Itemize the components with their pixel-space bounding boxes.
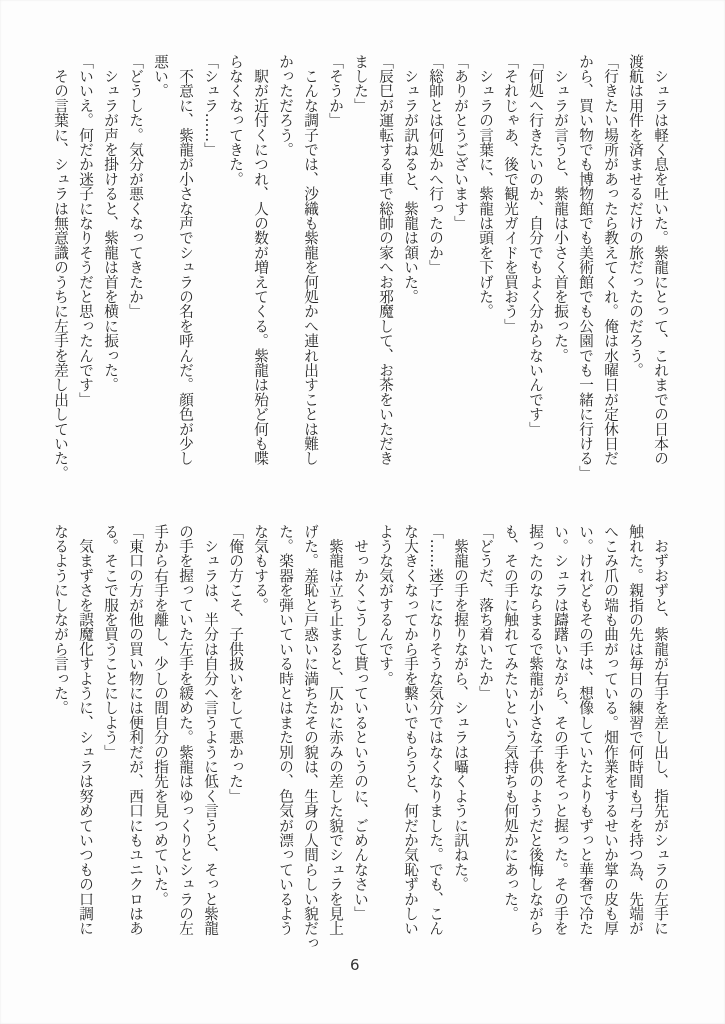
text-column: 紫龍の手を握りながら、シュラは囁くように訊ねた。 (452, 524, 469, 892)
text-column: ような気がするんです。 (377, 524, 394, 686)
text-column: から、買い物でも博物館でも美術館でも公園でも一緒に行ける」 (577, 54, 594, 481)
text-column: 「行きたい場所があったら教えてくれ。俺は水曜日が定休日だ (602, 54, 619, 466)
text-column: シュラは、半分は自分へ言うように低く言うと、そっと紫龍 (202, 524, 219, 936)
text-column: こんな調子では、沙織も紫龍を何処かへ連れ出すことは難し (302, 54, 319, 466)
text-column: 「どうした。気分が悪くなってきたか」 (127, 54, 144, 319)
text-column: 「辰巳が運転する車で総帥の家へお邪魔して、お茶をいただき (377, 54, 394, 466)
text-column: の手を握っていた左手を緩めた。紫龍はゆっくりとシュラの左 (177, 524, 194, 936)
text-column: 駅が近付くにつれ、人の数が増えてくる。紫龍は殆ど何も喋 (252, 54, 269, 466)
text-column: 握ったのならまるで紫龍が小さな子供のようだと後悔しながら (527, 524, 544, 936)
bottom-text-block (48, 524, 673, 972)
text-column: ました」 (352, 54, 369, 113)
text-column: その言葉に、シュラは無意識のうちに左手を差し出していた。 (52, 54, 69, 481)
text-column: なるようにしながら言った。 (52, 524, 69, 716)
text-column: 悪い。 (152, 54, 169, 99)
text-column: 触れた。親指の先は毎日の練習で何時間も弓を持つ為、先端が (627, 524, 644, 936)
text-column: 「どうだ、落ち着いたか」 (477, 524, 494, 701)
text-column: い。シュラは躊躇いながら、その手をそっと握った。その手を (552, 524, 569, 936)
text-column: 「東口の方が他の買い物には便利だが、西口にもユニクロはあ (127, 524, 144, 936)
text-column: な気もする。 (252, 524, 269, 613)
text-column: 不意に、紫龍が小さな声でシュラの名を呼んだ。顔色が少し (177, 54, 194, 466)
text-column: シュラの言葉に、紫龍は頭を下げた。 (477, 54, 494, 319)
text-column: 紫龍は立ち止まると、仄かに赤みの差した貌でシュラを見上 (327, 524, 344, 936)
text-column: かっただろう。 (277, 54, 294, 157)
text-column: い。けれどもその手は、想像していたよりもずっと華奢で冷た (577, 524, 594, 936)
text-column: 「総帥とは何処かへ行ったのか」 (427, 54, 444, 275)
text-column: 「シュラ……」 (202, 54, 219, 157)
text-column: 「いいえ。何だか迷子になりそうだと思ったんです」 (77, 54, 94, 407)
text-column: おずおずと、紫龍が右手を差し出し、指先がシュラの左手に (652, 524, 669, 936)
top-text-block (48, 54, 673, 502)
text-column: シュラが声を掛けると、紫龍は首を横に振った。 (102, 54, 119, 393)
text-column: な大きくなってから手を繋いでもらうと、何だか気恥ずかしい (402, 524, 419, 936)
text-column: 渡航は用件を済ませるだけの旅だったのだろう。 (627, 54, 644, 378)
page-number: 6 (350, 956, 360, 974)
text-column: シュラは軽く息を吐いた。紫龍にとって、これまでの日本の (652, 54, 669, 466)
text-column: らなくなってきた。 (227, 54, 244, 187)
text-column: せっかくこうして貰っているというのに、ごめんなさい」 (352, 524, 369, 921)
text-column: へこみ爪の端も曲がっている。畑作業をするせいか掌の皮も厚 (602, 524, 619, 936)
text-column: 手から右手を離し、少しの間自分の指先を見つめていた。 (152, 524, 169, 907)
text-column: シュラが言うと、紫龍は小さく首を振った。 (552, 54, 569, 363)
text-column: 「何処へ行きたいのか、自分でもよく分からないんです」 (527, 54, 544, 437)
text-column: 「……迷子になりそうな気分ではなくなりました。でも、こん (427, 524, 444, 936)
text-column: た。楽器を弾いている時とはまた別の、色気が漂っているよう (277, 524, 294, 936)
text-column: 「ありがとうございます」 (452, 54, 469, 231)
text-column: 「そうか」 (327, 54, 344, 128)
text-column: シュラが訊ねると、紫龍は頷いた。 (402, 54, 419, 304)
text-column: る。そこで服を買うことにしよう」 (102, 524, 119, 760)
text-column: も、その手に触れてみたいという気持ちも何処かにあった。 (502, 524, 519, 921)
text-column: 気まずさを誤魔化すように、シュラは努めていつもの口調に (77, 524, 94, 936)
text-column: げた。羞恥と戸惑いに満ちたその貌は、生身の人間らしい貌だっ (302, 524, 319, 951)
text-column: 「俺の方こそ、子供扱いをして悪かった」 (227, 524, 244, 804)
text-column: 「それじゃあ、後で観光ガイドを買おう」 (502, 54, 519, 334)
